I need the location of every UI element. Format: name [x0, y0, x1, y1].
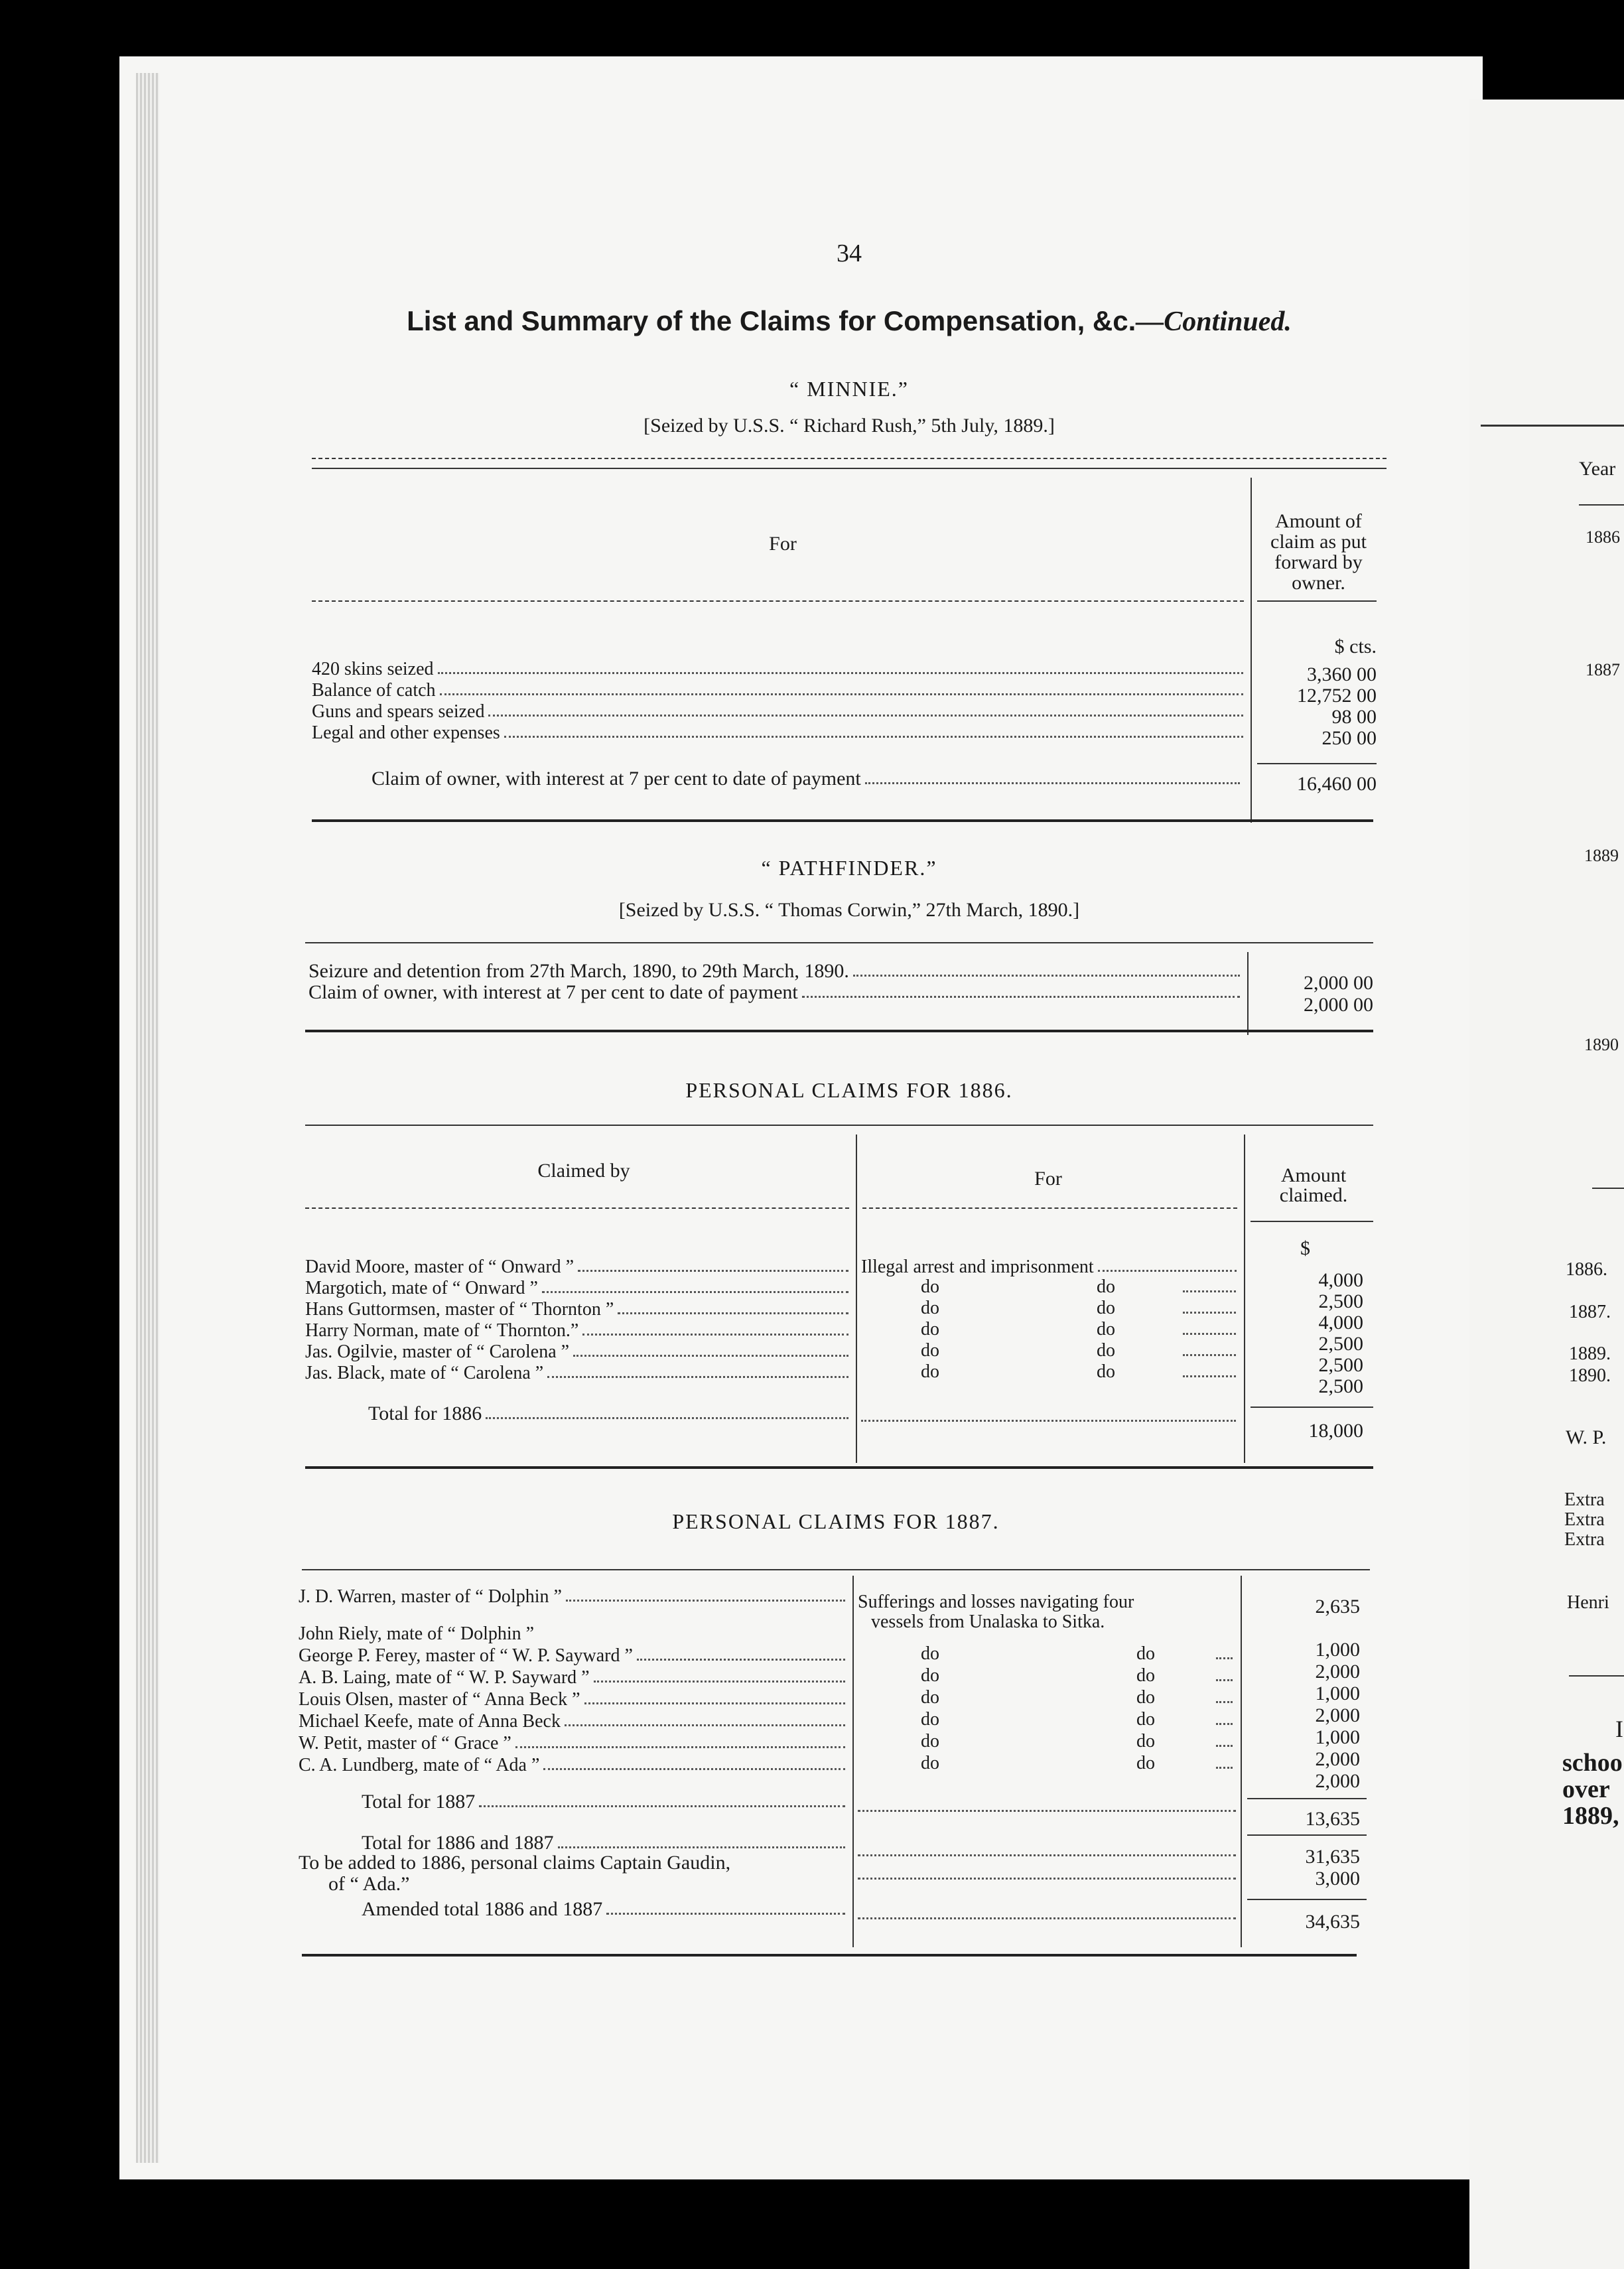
- pathfinder-bottom-rule: [305, 1030, 1373, 1032]
- claimant-name: Michael Keefe, mate of Anna Beck: [299, 1711, 561, 1732]
- claim-reason-b: do: [1097, 1340, 1115, 1361]
- facing-text: Year: [1579, 458, 1616, 480]
- claimant-name: A. B. Laing, mate of “ W. P. Sayward ”: [299, 1667, 590, 1688]
- claim-reason: [861, 1277, 1241, 1298]
- minnie-header-rule-amount: [1257, 600, 1377, 602]
- minnie-item-label: 420 skins seized: [312, 659, 434, 679]
- claims-1886-divider-1: [856, 1134, 857, 1463]
- claims-1886-heading: PERSONAL CLAIMS FOR 1886.: [685, 1078, 1013, 1102]
- claimant-name: John Riely, mate of “ Dolphin ”: [299, 1623, 535, 1644]
- minnie-col-for: For: [769, 533, 797, 555]
- facing-page-rule: [1481, 425, 1624, 427]
- claim-reason-b: do: [1136, 1709, 1155, 1730]
- minnie-item: [312, 701, 1247, 722]
- claims-both-total-row: [362, 1832, 849, 1854]
- facing-text: 1887.: [1569, 1302, 1611, 1322]
- claims-added-amount: 3,000: [1315, 1868, 1360, 1890]
- claims-1886-total-amount: 18,000: [1308, 1420, 1363, 1442]
- claim-reason-b: do: [1136, 1643, 1155, 1664]
- claim-amount: 2,000: [1315, 1704, 1360, 1726]
- claims-1887-sum-rule-2: [1247, 1834, 1367, 1836]
- claims-amended-row: [362, 1899, 849, 1920]
- claims-added-label-line-1: To be added to 1886, personal claims Captain Gaudin,: [299, 1852, 731, 1874]
- claims-1887-bottom-rule: [302, 1954, 1357, 1957]
- minnie-col-amount: Amount of claim as put forward by owner.: [1270, 510, 1367, 594]
- claim-reason-a: do: [921, 1298, 939, 1318]
- claims-1887-top-rule: [302, 1569, 1370, 1570]
- facing-text: schoo: [1562, 1749, 1623, 1777]
- claim-reason: [858, 1688, 1239, 1710]
- minnie-amount: 3,360 00: [1307, 663, 1377, 685]
- claims-1886-col-claimed-by: Claimed by: [537, 1160, 630, 1182]
- pathfinder-amounts: [1257, 972, 1373, 1016]
- claims-1886-amounts: [1247, 1269, 1363, 1397]
- claimant-name: J. D. Warren, master of “ Dolphin ”: [299, 1586, 562, 1607]
- claim-reason: [861, 1362, 1241, 1383]
- facing-text: W. P.: [1566, 1426, 1607, 1448]
- table-row: [299, 1688, 849, 1710]
- claims-1887-divider-2: [1241, 1576, 1242, 1947]
- claim-amount: 1,000: [1315, 1683, 1360, 1704]
- facing-text: 1889: [1584, 846, 1619, 865]
- minnie-total-amount: 16,460 00: [1297, 773, 1377, 795]
- table-row: [299, 1666, 849, 1688]
- claim-reason-b: do: [1136, 1665, 1155, 1686]
- page-edge-strip: [136, 73, 159, 2163]
- claims-1886-header-rule-2: [862, 1207, 1237, 1209]
- table-row: [299, 1644, 849, 1666]
- claims-1887-total-row: [362, 1791, 849, 1813]
- claim-reason-a: do: [921, 1361, 939, 1382]
- facing-text: I: [1615, 1716, 1623, 1742]
- claim-amount: 2,500: [1318, 1333, 1363, 1355]
- minnie-item-label: Balance of catch: [312, 680, 436, 701]
- minnie-header-rule: [312, 600, 1244, 602]
- claim-reason-a: do: [921, 1709, 939, 1730]
- claim-amount: 2,000: [1315, 1748, 1360, 1770]
- claims-1887-total-label: Total for 1887: [362, 1791, 476, 1813]
- table-row: [305, 1341, 852, 1362]
- minnie-units: $ cts.: [1334, 636, 1377, 657]
- claims-added-label-line-2: of “ Ada.”: [328, 1873, 410, 1895]
- pathfinder-top-rule: [305, 942, 1373, 943]
- claim-reason: [858, 1732, 1239, 1753]
- claim-reason-a: do: [921, 1276, 939, 1297]
- claim-reason-line-2: vessels from Unalaska to Sitka.: [871, 1612, 1105, 1632]
- title-continued: —Continued.: [1136, 307, 1292, 337]
- claim-reason: [861, 1256, 1241, 1277]
- table-row: [305, 1298, 852, 1320]
- pathfinder-amount: 2,000 00: [1304, 994, 1373, 1016]
- claims-1886-bottom-rule: [305, 1466, 1373, 1469]
- table-row: [305, 1277, 852, 1298]
- claimant-name: Margotich, mate of “ Onward ”: [305, 1278, 538, 1298]
- minnie-top-rule-2: [312, 468, 1387, 469]
- claim-amount: 4,000: [1318, 1312, 1363, 1334]
- claimant-name: David Moore, master of “ Onward ”: [305, 1257, 575, 1277]
- page-title: [332, 305, 1367, 338]
- table-row: [305, 1256, 852, 1277]
- claimant-name: Louis Olsen, master of “ Anna Beck ”: [299, 1689, 580, 1710]
- minnie-item: [312, 658, 1247, 679]
- claim-reason-b: do: [1097, 1298, 1115, 1318]
- table-row: [305, 1362, 852, 1383]
- minnie-amount: 98 00: [1331, 706, 1377, 728]
- facing-text: Extra: [1564, 1509, 1605, 1530]
- table-row: [305, 1320, 852, 1341]
- facing-rule: [1592, 1188, 1624, 1189]
- pathfinder-column-divider: [1247, 952, 1249, 1035]
- claimant-name: Jas. Ogilvie, master of “ Carolena ”: [305, 1341, 570, 1362]
- claims-1887-total-amount: 13,635: [1305, 1808, 1360, 1830]
- minnie-seizure-note: [Seized by U.S.S. “ Richard Rush,” 5th July, 1889.]: [643, 415, 1055, 437]
- claims-amended-amount: 34,635: [1305, 1911, 1360, 1933]
- claims-1887-for-column: [858, 1644, 1239, 1775]
- claims-1886-total-dots: [861, 1420, 1236, 1422]
- facing-text: over: [1562, 1775, 1610, 1803]
- claims-1886-col-for: For: [1034, 1168, 1062, 1190]
- claims-1886-header-rule: [305, 1207, 849, 1209]
- claim-reason: [861, 1320, 1241, 1341]
- claim-amount: 2,000: [1315, 1770, 1360, 1792]
- claim-reason-b: do: [1097, 1361, 1115, 1382]
- claims-added-label: [299, 1852, 849, 1895]
- claim-amount: 1,000: [1315, 1726, 1360, 1748]
- claims-1886-total-row: [368, 1403, 852, 1424]
- claims-1887-claimants: [299, 1622, 849, 1775]
- table-row: [299, 1732, 849, 1753]
- facing-text: 1886.: [1566, 1259, 1607, 1280]
- claims-amended-dots: [858, 1917, 1236, 1919]
- claim-amount: 2,500: [1318, 1375, 1363, 1397]
- minnie-top-rule: [312, 458, 1387, 459]
- pathfinder-amount: 2,000 00: [1304, 972, 1373, 994]
- claims-amended-label: Amended total 1886 and 1887: [362, 1898, 603, 1920]
- claim-reason: [858, 1753, 1239, 1775]
- claim-reason-a: do: [921, 1643, 939, 1664]
- claims-1886-top-rule: [305, 1125, 1373, 1126]
- claim-reason-b: do: [1097, 1319, 1115, 1340]
- pathfinder-item: [308, 961, 1244, 982]
- claim-reason-a: do: [921, 1687, 939, 1708]
- claims-added-dots: [858, 1878, 1236, 1880]
- claim-reason: [858, 1644, 1239, 1666]
- pathfinder-item-label: Claim of owner, with interest at 7 per cent to date of payment: [308, 981, 798, 1003]
- facing-rule: [1579, 504, 1624, 506]
- claim-reason-a: do: [921, 1753, 939, 1773]
- claim-reason: [861, 1298, 1241, 1320]
- claim-reason-b: do: [1097, 1276, 1115, 1297]
- claims-1887-sum-rule: [1247, 1798, 1367, 1799]
- claims-1886-for-column: [861, 1256, 1241, 1383]
- minnie-item-label: Guns and spears seized: [312, 701, 485, 722]
- claim-amount: 4,000: [1318, 1269, 1363, 1291]
- table-row: [299, 1622, 849, 1644]
- pathfinder-item: [308, 982, 1244, 1003]
- title-main: List and Summary of the Claims for Compensation, &c.: [407, 305, 1136, 336]
- claim-reason-b: do: [1136, 1753, 1155, 1773]
- claimant-name: C. A. Lundberg, mate of “ Ada ”: [299, 1755, 540, 1775]
- claim-amount: 2,000: [1315, 1661, 1360, 1683]
- facing-text: 1886: [1586, 527, 1620, 547]
- minnie-item: [312, 722, 1247, 743]
- claimant-name: W. Petit, master of “ Grace ”: [299, 1733, 511, 1753]
- claims-1887-divider-1: [852, 1576, 854, 1947]
- pathfinder-item-label: Seizure and detention from 27th March, 1890, to 29th March, 1890.: [308, 960, 849, 982]
- minnie-item-label: Legal and other expenses: [312, 722, 500, 743]
- facing-text: Extra: [1564, 1489, 1605, 1510]
- claims-both-total-dots: [858, 1854, 1236, 1856]
- claims-amended-sum-rule: [1247, 1899, 1367, 1900]
- claim-reason-b: do: [1136, 1731, 1155, 1752]
- pathfinder-heading: “ PATHFINDER.”: [761, 856, 937, 880]
- facing-text: 1890.: [1569, 1365, 1611, 1386]
- claim-amount: 2,500: [1318, 1290, 1363, 1312]
- claims-1886-total-label: Total for 1886: [368, 1403, 482, 1424]
- claimant-name: Harry Norman, mate of “ Thornton.”: [305, 1320, 579, 1341]
- claimant-name: Jas. Black, mate of “ Carolena ”: [305, 1363, 544, 1383]
- claim-reason-a: do: [921, 1665, 939, 1686]
- minnie-bottom-rule: [312, 819, 1373, 822]
- table-row: [299, 1587, 849, 1607]
- minnie-heading: “ MINNIE.”: [789, 377, 909, 401]
- claims-1886-header-rule-3: [1251, 1221, 1373, 1222]
- claims-1887-total-dots: [858, 1810, 1236, 1812]
- facing-text: Extra: [1564, 1529, 1605, 1550]
- minnie-total-label: Claim of owner, with interest at 7 per cent to date of payment: [372, 768, 861, 790]
- table-row: [299, 1753, 849, 1775]
- claim-amount: 1,000: [1315, 1639, 1360, 1661]
- facing-text: Henri: [1567, 1592, 1609, 1613]
- minnie-amounts: [1260, 663, 1377, 748]
- claims-1886-units: $: [1300, 1237, 1310, 1259]
- facing-text: 1887: [1586, 660, 1620, 679]
- claim-reason-a: do: [921, 1319, 939, 1340]
- facing-text: 1890: [1584, 1035, 1619, 1054]
- facing-text: 1889,: [1562, 1802, 1619, 1830]
- minnie-amount: 12,752 00: [1297, 685, 1377, 707]
- claim-reason-line-1: Sufferings and losses navigating four: [858, 1592, 1134, 1612]
- page-number: 34: [837, 240, 862, 267]
- claim-reason: [861, 1341, 1241, 1362]
- claim-reason-b: do: [1136, 1687, 1155, 1708]
- claim-reason-a: do: [921, 1340, 939, 1361]
- claims-1887-heading: PERSONAL CLAIMS FOR 1887.: [672, 1509, 1000, 1533]
- pathfinder-items: [308, 961, 1244, 1003]
- minnie-total-row: [372, 768, 1244, 790]
- claims-1886-sum-rule: [1251, 1407, 1373, 1408]
- minnie-item: [312, 679, 1247, 701]
- pathfinder-seizure-note: [Seized by U.S.S. “ Thomas Corwin,” 27th March, 1890.]: [618, 899, 1080, 921]
- claims-1887-amounts: [1244, 1639, 1360, 1792]
- minnie-amount: 250 00: [1321, 727, 1377, 749]
- claim-amount: 2,635: [1315, 1596, 1360, 1617]
- table-row: [299, 1710, 849, 1732]
- facing-rule: [1569, 1675, 1624, 1677]
- claims-1886-divider-2: [1244, 1134, 1245, 1463]
- claimant-name: George P. Ferey, master of “ W. P. Sayward ”: [299, 1645, 633, 1666]
- claims-both-total-label: Total for 1886 and 1887: [362, 1832, 554, 1854]
- claim-reason-text: Illegal arrest and imprisonment: [861, 1257, 1094, 1277]
- claimant-name: Hans Guttormsen, master of “ Thornton ”: [305, 1299, 614, 1320]
- claims-1886-col-amount: Amount claimed.: [1279, 1164, 1348, 1206]
- claim-reason: [858, 1710, 1239, 1732]
- claim-amount: 2,500: [1318, 1354, 1363, 1376]
- claim-reason-multiline: [858, 1592, 1239, 1632]
- facing-text: 1889.: [1569, 1343, 1611, 1364]
- minnie-items: [312, 658, 1247, 743]
- claim-reason: [858, 1666, 1239, 1688]
- claims-1886-claimants: [305, 1256, 852, 1383]
- claims-both-total-amount: 31,635: [1305, 1846, 1360, 1868]
- claim-reason-a: do: [921, 1731, 939, 1752]
- minnie-column-divider: [1251, 478, 1252, 823]
- minnie-sum-rule: [1257, 763, 1377, 764]
